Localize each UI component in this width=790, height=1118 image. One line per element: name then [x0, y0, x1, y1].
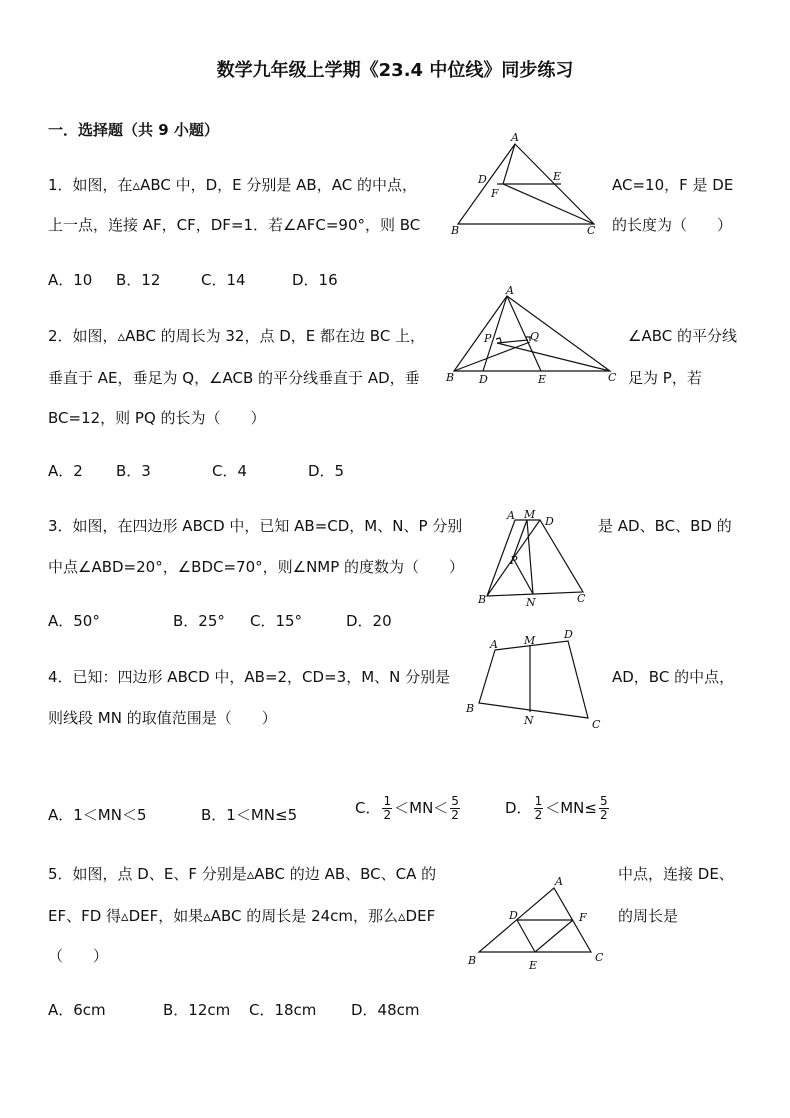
q5-label-e: E	[529, 959, 538, 972]
q3-label-n: N	[526, 596, 536, 609]
q2-option-a[interactable]: A．2	[48, 462, 83, 480]
q3-option-d[interactable]: D．20	[346, 612, 392, 630]
q5-option-b[interactable]: B．12cm	[163, 1001, 231, 1019]
q4-option-d-fraction-1	[534, 795, 544, 822]
q1-label-e: E	[553, 170, 562, 183]
q4-figure	[462, 624, 612, 734]
q1-line2-left: 上一点，连接 AF，CF，DF=1．若∠AFC=90°，则 BC	[48, 216, 421, 234]
q2-label-c: C	[608, 371, 617, 384]
q1-line1-left: 1．如图，在▵ABC 中，D，E 分别是 AB，AC 的中点，	[48, 176, 417, 194]
q4-option-c-fraction-2	[450, 795, 460, 822]
q3-line1-right: 是 AD、BC、BD 的	[598, 517, 732, 535]
q1-line1-right: AC=10，F 是 DE	[612, 176, 734, 194]
q4-option-c-denominator-1: 2	[383, 808, 392, 822]
q5-label-a: A	[555, 875, 563, 888]
q2-label-a: A	[506, 284, 514, 297]
section-heading: 一．选择题（共 9 小题）	[48, 121, 219, 139]
q4-label-m: M	[524, 634, 536, 647]
q5-line1-left: 5．如图，点 D、E、F 分别是▵ABC 的边 AB、BC、CA 的	[48, 865, 437, 883]
q4-label-b: B	[466, 702, 475, 715]
q4-option-d-numerator-1: 1	[534, 794, 543, 808]
q4-option-c[interactable]	[355, 795, 462, 822]
q1-option-c[interactable]: C．14	[201, 271, 246, 289]
q5-line2-left: EF、FD 得▵DEF，如果▵ABC 的周长是 24cm，那么▵DEF	[48, 907, 436, 925]
q4-option-c-label: C．	[355, 799, 381, 817]
q3-option-a[interactable]: A．50°	[48, 612, 100, 630]
q4-option-d-label: D．	[505, 799, 532, 817]
q4-option-c-numerator-1: 1	[383, 794, 392, 808]
q4-label-d: D	[564, 628, 573, 641]
q4-option-d[interactable]	[505, 795, 611, 822]
q5-option-a[interactable]: A．6cm	[48, 1001, 106, 1019]
q3-label-b: B	[478, 593, 487, 606]
q3-label-c: C	[577, 592, 586, 605]
q2-label-d: D	[479, 373, 488, 386]
q2-option-c[interactable]: C．4	[212, 462, 248, 480]
q1-option-a[interactable]: A．10	[48, 271, 93, 289]
q4-option-d-numerator-2: 5	[599, 794, 608, 808]
q3-label-m: M	[524, 508, 536, 521]
q3-label-p: P	[510, 554, 518, 567]
q2-line2-left: 垂直于 AE，垂足为 Q，∠ACB 的平分线垂直于 AD，垂	[48, 369, 420, 387]
q5-line1-right: 中点，连接 DE、	[618, 865, 734, 883]
q1-label-a: A	[511, 131, 519, 144]
q1-option-d[interactable]: D．16	[292, 271, 338, 289]
q4-label-c: C	[592, 718, 601, 731]
q2-label-e: E	[538, 373, 547, 386]
q1-label-d: D	[478, 173, 487, 186]
q3-figure	[475, 506, 590, 611]
q5-option-c[interactable]: C．18cm	[249, 1001, 317, 1019]
q2-line3: BC=12，则 PQ 的长为（ ）	[48, 409, 266, 427]
q4-option-d-denominator-2: 2	[599, 808, 608, 822]
q4-option-d-fraction-2	[599, 795, 609, 822]
q2-line1-left: 2．如图，▵ABC 的周长为 32，点 D，E 都在边 BC 上，	[48, 327, 426, 345]
q4-option-d-relation: ＜MN≤	[545, 799, 597, 817]
q4-option-b[interactable]: B．1＜MN≤5	[201, 806, 298, 824]
q3-option-c[interactable]: C．15°	[250, 612, 303, 630]
q5-line2-right: 的周长是	[618, 907, 679, 925]
q5-label-c: C	[595, 951, 604, 964]
q2-option-b[interactable]: B．3	[116, 462, 151, 480]
q5-label-f: F	[579, 911, 587, 924]
q1-figure	[448, 130, 608, 240]
q4-label-a: A	[490, 638, 498, 651]
q5-label-d: D	[509, 909, 518, 922]
q3-line2: 中点∠ABD=20°，∠BDC=70°，则∠NMP 的度数为（ ）	[48, 558, 465, 576]
q2-label-p: P	[484, 332, 492, 345]
q4-label-n: N	[524, 714, 534, 727]
q4-option-c-numerator-2: 5	[451, 794, 459, 808]
q2-line2-right: 足为 P，若	[628, 369, 702, 387]
q5-label-b: B	[468, 954, 477, 967]
q1-label-b: B	[451, 224, 460, 237]
q5-option-d[interactable]: D．48cm	[351, 1001, 420, 1019]
q2-label-b: B	[446, 371, 455, 384]
q4-option-a[interactable]: A．1＜MN＜5	[48, 806, 147, 824]
q2-label-q: Q	[530, 330, 540, 343]
q3-label-a: A	[507, 509, 515, 522]
q3-line1-left: 3．如图，在四边形 ABCD 中，已知 AB=CD，M、N、P 分别	[48, 517, 463, 535]
q1-line2-right: 的长度为（ ）	[612, 216, 733, 234]
q3-label-d: D	[545, 515, 554, 528]
q4-option-c-denominator-2: 2	[451, 808, 459, 822]
q4-option-c-relation: ＜MN＜	[394, 799, 449, 817]
q1-label-c: C	[587, 224, 596, 237]
q5-figure	[462, 870, 612, 975]
q4-line1-left: 4．已知：四边形 ABCD 中，AB=2，CD=3，M、N 分别是	[48, 668, 451, 686]
q2-option-d[interactable]: D．5	[308, 462, 345, 480]
q4-option-d-denominator-1: 2	[534, 808, 543, 822]
q2-line1-right: ∠ABC 的平分线	[628, 327, 737, 345]
q4-line1-right: AD，BC 的中点，	[612, 668, 735, 686]
q1-label-f: F	[491, 187, 499, 200]
q4-option-c-fraction-1	[382, 795, 392, 822]
q5-line3: （ ）	[48, 947, 109, 965]
q2-figure	[444, 285, 619, 390]
q1-option-b[interactable]: B．12	[116, 271, 161, 289]
q3-option-b[interactable]: B．25°	[173, 612, 225, 630]
page-title: 数学九年级上学期《23.4 中位线》同步练习	[216, 60, 574, 81]
q4-line2: 则线段 MN 的取值范围是（ ）	[48, 709, 277, 727]
